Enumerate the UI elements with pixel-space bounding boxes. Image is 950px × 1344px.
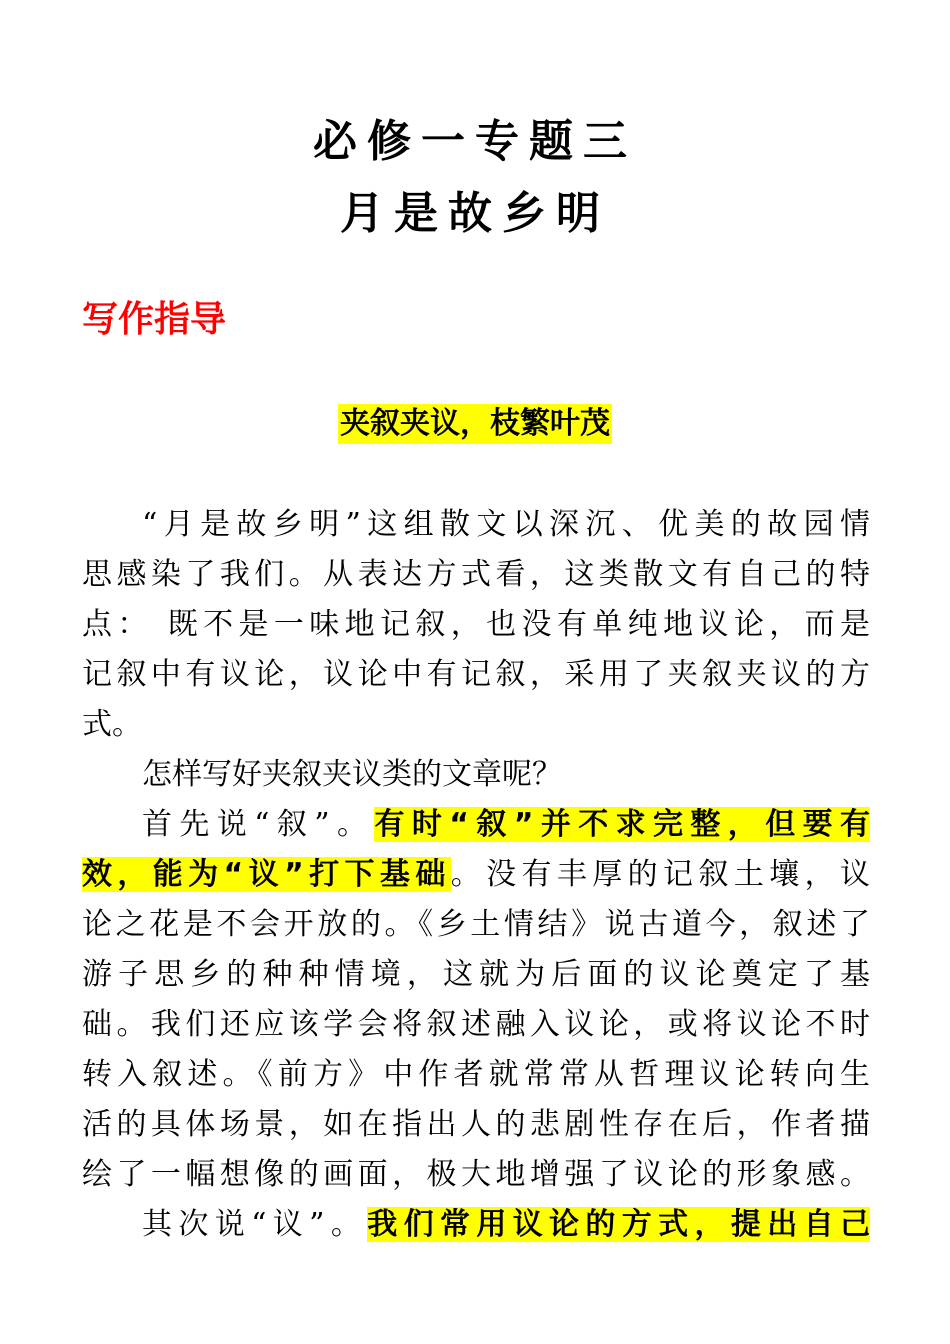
title-line-2: 月是故乡明 [340, 188, 610, 239]
paragraph-3-line-6: 转入叙述。《前方》中作者就常常从哲理议论转向生 [82, 1057, 870, 1092]
title-line-1: 必修一专题三 [313, 116, 637, 167]
paragraph-3-line-5: 础。我们还应该学会将叙述融入议论，或将议论不时 [82, 1007, 870, 1042]
paragraph-3-line-1 [82, 800, 870, 850]
subheading-container [0, 404, 950, 444]
paragraph-3-line-2 [82, 850, 870, 900]
highlight-text-1b: 效，能为“议”打下基础 [82, 857, 451, 892]
paragraph-3-line-4: 游子思乡的种种情境，这就为后面的议论奠定了基 [82, 957, 870, 992]
paragraph-1-line-2: 思感染了我们。从表达方式看，这类散文有自己的特 [82, 557, 870, 592]
body-text [82, 500, 870, 1250]
paragraph-1-line-1: “月是故乡明”这组散文以深沉、优美的故园情 [142, 507, 870, 542]
paragraph-3-line-2-rest: 。没有丰厚的记叙土壤，议 [450, 857, 870, 892]
paragraph-4-line-1 [82, 1200, 870, 1250]
paragraph-3-line-7: 活的具体场景，如在指出人的悲剧性存在后，作者描 [82, 1107, 870, 1142]
highlight-text-1a: 有时“叙”并不求完整，但要有 [374, 807, 870, 842]
paragraph-3-line-3: 论之花是不会开放的。《乡土情结》说古道今，叙述了 [82, 907, 870, 942]
paragraph-1-line-4: 记叙中有议论，议论中有记叙，采用了夹叙夹议的方 [82, 657, 870, 692]
subheading-highlighted: 夹叙夹议，枝繁叶茂 [338, 404, 612, 444]
paragraph-4-lead: 其次说“议”。 [142, 1207, 368, 1242]
paragraph-1-line-3: 点： 既不是一味地记叙，也没有单纯地议论，而是 [82, 607, 870, 642]
section-heading: 写作指导 [82, 299, 227, 340]
paragraph-3-lead: 首先说“叙”。 [142, 807, 375, 842]
paragraph-2: 怎样写好夹叙夹议类的文章呢？ [142, 757, 562, 792]
highlight-text-2: 我们常用议论的方式，提出自己 [367, 1207, 870, 1242]
paragraph-3-line-8: 绘了一幅想像的画面，极大地增强了议论的形象感。 [82, 1157, 870, 1192]
paragraph-1-line-5: 式。 [82, 707, 142, 742]
